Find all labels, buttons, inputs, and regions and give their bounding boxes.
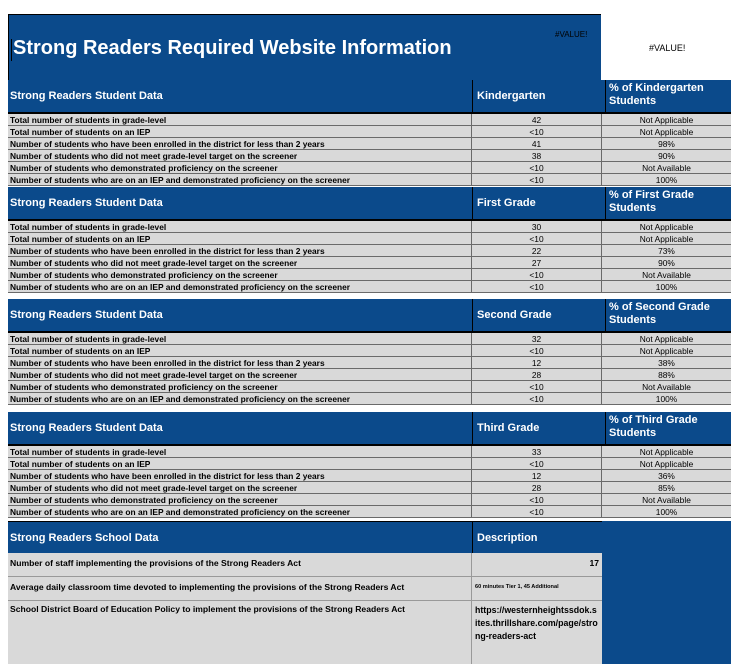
row-count: 30: [472, 221, 602, 232]
row-count: <10: [472, 494, 602, 505]
table-row: [8, 333, 731, 345]
section-header: [8, 412, 731, 446]
section-header: [8, 299, 731, 333]
row-count: <10: [472, 381, 602, 392]
row-count: 12: [472, 470, 602, 481]
section-kindergarten: [8, 80, 731, 186]
row-percent: Not Available: [642, 382, 691, 392]
row-count: <10: [472, 345, 602, 356]
row-label: Number of students who did not meet grade-level target on the screener: [8, 369, 472, 380]
school-row-label: Average daily classroom time devoted to implementing the provisions of the Strong Readers Act: [8, 577, 472, 600]
row-percent: 100%: [655, 394, 678, 404]
pct-header: % of Kindergarten Students: [609, 82, 704, 107]
table-row: [8, 357, 731, 369]
table-row: [8, 393, 731, 405]
grade-header: First Grade: [473, 187, 606, 219]
row-percent: Not Applicable: [639, 334, 694, 344]
row-count: <10: [472, 506, 602, 517]
table-row: [8, 162, 731, 174]
row-percent: 90%: [658, 151, 675, 161]
row-percent: Not Applicable: [639, 447, 694, 457]
row-percent: 73%: [658, 246, 675, 256]
row-percent: 90%: [658, 258, 675, 268]
section-header: [8, 80, 731, 114]
pct-header: % of Second Grade Students: [609, 301, 710, 326]
row-count: <10: [472, 174, 602, 185]
section-label: Strong Readers Student Data: [8, 299, 473, 331]
row-count: <10: [472, 393, 602, 404]
row-count: <10: [472, 126, 602, 137]
row-count: 27: [472, 257, 602, 268]
description-header: Description: [473, 521, 606, 553]
school-row: [8, 553, 602, 577]
table-row: [8, 138, 731, 150]
table-row: [8, 345, 731, 357]
row-count: 42: [472, 114, 602, 125]
row-label: Number of students who are on an IEP and demonstrated proficiency on the screener: [8, 506, 472, 517]
row-label: Number of students who are on an IEP and demonstrated proficiency on the screener: [8, 393, 472, 404]
row-percent: Not Applicable: [639, 127, 694, 137]
row-percent: 36%: [658, 471, 675, 481]
row-percent: Not Available: [642, 270, 691, 280]
row-percent: Not Available: [642, 163, 691, 173]
row-percent: Not Available: [642, 495, 691, 505]
table-row: [8, 381, 731, 393]
row-percent: Not Applicable: [639, 115, 694, 125]
school-row: [8, 601, 602, 664]
row-label: Number of students who demonstrated proficiency on the screener: [8, 269, 472, 280]
row-count: <10: [472, 233, 602, 244]
title-bar: [8, 14, 601, 80]
table-row: [8, 281, 731, 293]
table-row: [8, 233, 731, 245]
school-row-label: Number of staff implementing the provisions of the Strong Readers Act: [8, 553, 472, 576]
row-percent: 100%: [655, 282, 678, 292]
row-count: 28: [472, 369, 602, 380]
section-label: Strong Readers Student Data: [8, 80, 473, 112]
table-row: [8, 458, 731, 470]
row-label: Total number of students on an IEP: [8, 233, 472, 244]
page-title: Strong Readers Required Website Information: [13, 37, 452, 59]
row-count: 38: [472, 150, 602, 161]
row-label: Number of students who are on an IEP and demonstrated proficiency on the screener: [8, 174, 472, 185]
section-label: Strong Readers Student Data: [8, 412, 473, 444]
row-label: Total number of students on an IEP: [8, 126, 472, 137]
row-label: Number of students who did not meet grade-level target on the screener: [8, 482, 472, 493]
row-percent: Not Applicable: [639, 234, 694, 244]
row-count: <10: [472, 269, 602, 280]
row-count: 22: [472, 245, 602, 256]
section-first-grade: [8, 187, 731, 293]
row-percent: Not Applicable: [639, 459, 694, 469]
row-label: Total number of students in grade-level: [8, 446, 472, 457]
error-cell-1: #VALUE!: [555, 30, 588, 39]
row-label: Number of students who demonstrated proficiency on the screener: [8, 162, 472, 173]
row-count: 28: [472, 482, 602, 493]
school-row-desc[interactable]: https://westernheightssdok.sites.thrillshare.com/page/strong-readers-act: [475, 605, 598, 641]
pct-header: % of Third Grade Students: [609, 414, 698, 439]
row-label: Number of students who demonstrated proficiency on the screener: [8, 381, 472, 392]
row-percent: 88%: [658, 370, 675, 380]
pct-header: % of First Grade Students: [609, 189, 694, 214]
table-row: [8, 470, 731, 482]
row-percent: 38%: [658, 358, 675, 368]
grade-header: Kindergarten: [473, 80, 606, 112]
row-count: 33: [472, 446, 602, 457]
row-label: Total number of students in grade-level: [8, 333, 472, 344]
table-row: [8, 482, 731, 494]
section-label: Strong Readers Student Data: [8, 187, 473, 219]
table-row: [8, 506, 731, 518]
row-count: <10: [472, 458, 602, 469]
school-row-desc: 17: [589, 558, 599, 568]
row-count: 32: [472, 333, 602, 344]
row-label: Number of students who did not meet grade-level target on the screener: [8, 257, 472, 268]
row-percent: Not Applicable: [639, 222, 694, 232]
row-label: Total number of students in grade-level: [8, 114, 472, 125]
row-label: Number of students who demonstrated proficiency on the screener: [8, 494, 472, 505]
table-row: [8, 174, 731, 186]
row-count: 41: [472, 138, 602, 149]
row-label: Total number of students on an IEP: [8, 458, 472, 469]
row-count: <10: [472, 281, 602, 292]
table-row: [8, 369, 731, 381]
table-row: [8, 114, 731, 126]
grade-header: Second Grade: [473, 299, 606, 331]
table-row: [8, 126, 731, 138]
row-count: <10: [472, 162, 602, 173]
school-row: [8, 577, 602, 601]
row-percent: 100%: [655, 175, 678, 185]
table-row: [8, 269, 731, 281]
table-row: [8, 150, 731, 162]
school-filler: [602, 521, 731, 664]
table-row: [8, 494, 731, 506]
section-header: [8, 187, 731, 221]
section-second-grade: [8, 299, 731, 405]
school-row-desc: 60 minutes Tier 1, 45 Additional: [475, 584, 559, 590]
row-percent: 98%: [658, 139, 675, 149]
table-row: [8, 257, 731, 269]
row-label: Number of students who have been enrolled in the district for less than 2 years: [8, 470, 472, 481]
school-row-label: School District Board of Education Policy to implement the provisions of the Strong Readers Act: [8, 601, 472, 664]
error-cell-2: #VALUE!: [649, 43, 686, 53]
table-row: [8, 446, 731, 458]
table-row: [8, 221, 731, 233]
row-label: Number of students who are on an IEP and demonstrated proficiency on the screener: [8, 281, 472, 292]
row-percent: 100%: [655, 507, 678, 517]
school-data-section: [8, 521, 731, 664]
row-percent: Not Applicable: [639, 346, 694, 356]
grade-header: Third Grade: [473, 412, 606, 444]
school-label: Strong Readers School Data: [8, 521, 473, 553]
row-label: Number of students who have been enrolled in the district for less than 2 years: [8, 245, 472, 256]
table-row: [8, 245, 731, 257]
row-label: Total number of students in grade-level: [8, 221, 472, 232]
section-third-grade: [8, 412, 731, 518]
row-percent: 85%: [658, 483, 675, 493]
row-count: 12: [472, 357, 602, 368]
row-label: Number of students who did not meet grade-level target on the screener: [8, 150, 472, 161]
row-label: Number of students who have been enrolled in the district for less than 2 years: [8, 357, 472, 368]
row-label: Number of students who have been enrolled in the district for less than 2 years: [8, 138, 472, 149]
row-label: Total number of students on an IEP: [8, 345, 472, 356]
